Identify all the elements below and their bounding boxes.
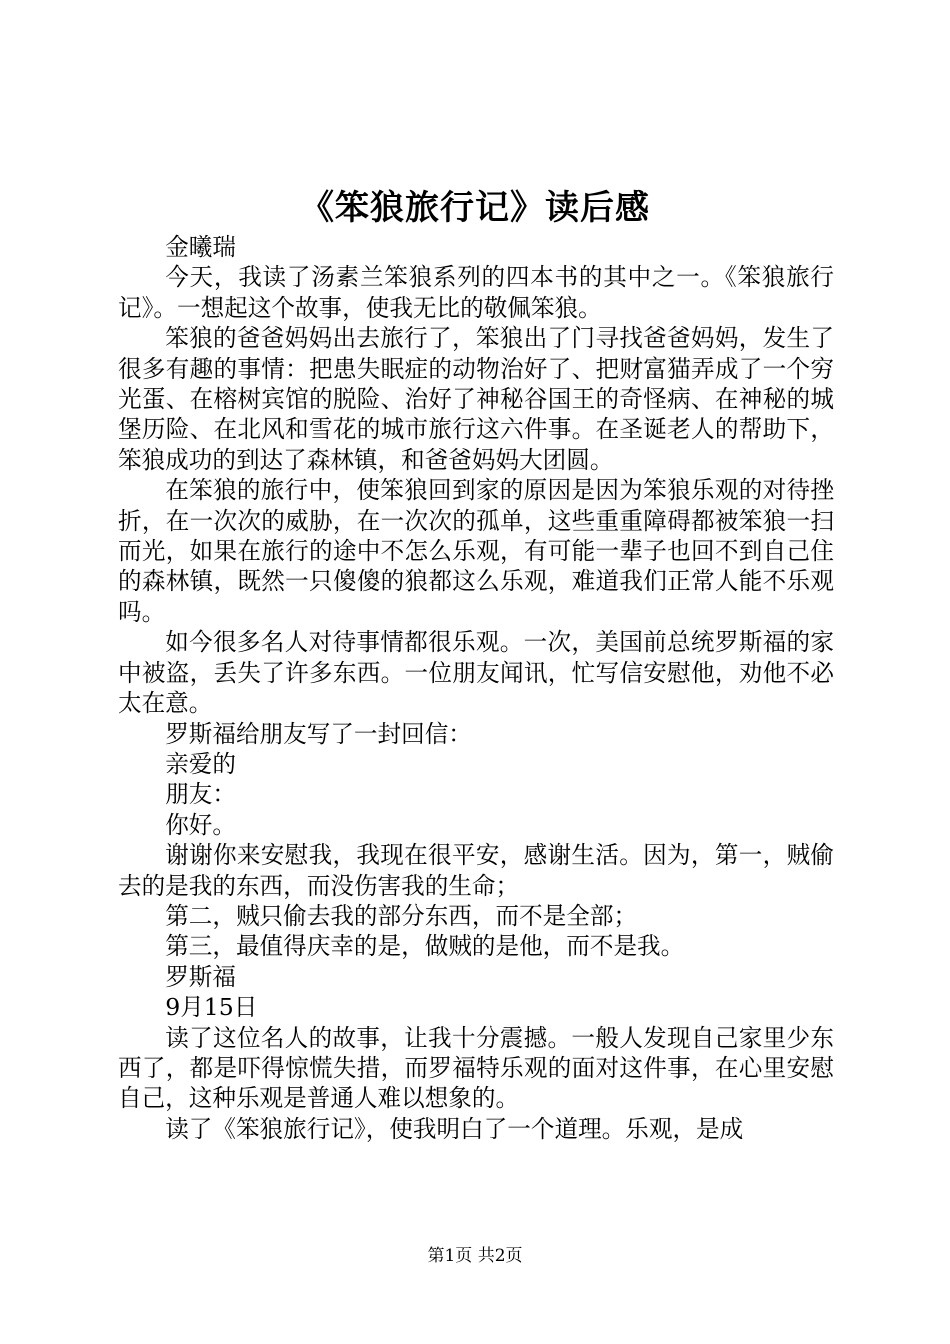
page-number-footer: 第1页 共2页 xyxy=(427,1246,523,1266)
letter-paragraph: 谢谢你来安慰我，我现在很平安，感谢生活。因为，第一，贼偷去的是我的东西，而没伤害我的生命； xyxy=(118,841,834,900)
paragraph: 今天，我读了汤素兰笨狼系列的四本书的其中之一。《笨狼旅行记》。一想起这个故事，使我无比的敬佩笨狼。 xyxy=(118,263,834,322)
paragraph: 读了《笨狼旅行记》，使我明白了一个道理。乐观，是成 xyxy=(165,1114,744,1143)
paragraph: 在笨狼的旅行中，使笨狼回到家的原因是因为笨狼乐观的对待挫折，在一次次的威胁，在一次次的孤单，这些重重障碍都被笨狼一扫而光，如果在旅行的途中不怎么乐观，有可能一辈子也回不到自己住的森林镇，既然一只傻傻的狼都这么乐观，难道我们正常人能不乐观吗。 xyxy=(118,476,834,626)
letter-salutation: 亲爱的 xyxy=(165,749,236,778)
letter-paragraph: 第三，最值得庆幸的是，做贼的是他，而不是我。 xyxy=(165,932,685,961)
paragraph: 如今很多名人对待事情都很乐观。一次，美国前总统罗斯福的家中被盗，丢失了许多东西。一位朋友闻讯，忙写信安慰他，劝他不必太在意。 xyxy=(118,628,834,718)
paragraph: 笨狼的爸爸妈妈出去旅行了，笨狼出了门寻找爸爸妈妈，发生了很多有趣的事情：把患失眠症的动物治好了、把财富猫弄成了一个穷光蛋、在榕树宾馆的脱险、治好了神秘谷国王的奇怪病、在神秘的城堡历险、在北风和雪花的城市旅行这六件事。在圣诞老人的帮助下，笨狼成功的到达了森林镇，和爸爸妈妈大团圆。 xyxy=(118,324,834,474)
letter-date: 9月15日 xyxy=(165,993,258,1022)
letter-signature: 罗斯福 xyxy=(165,962,236,991)
letter-paragraph: 第二，贼只偷去我的部分东西，而不是全部； xyxy=(165,901,638,930)
letter-salutation: 朋友： xyxy=(165,780,236,809)
document-title: 《笨狼旅行记》读后感 xyxy=(300,188,650,228)
paragraph: 罗斯福给朋友写了一封回信： xyxy=(165,719,472,748)
author-line: 金曦瑞 xyxy=(165,233,236,261)
paragraph: 读了这位名人的故事，让我十分震撼。一般人发现自己家里少东西了，都是吓得惊慌失措，而罗福特乐观的面对这件事，在心里安慰自己，这种乐观是普通人难以想象的。 xyxy=(118,1023,834,1113)
document-body xyxy=(118,232,834,1144)
letter-greeting: 你好。 xyxy=(165,810,236,839)
